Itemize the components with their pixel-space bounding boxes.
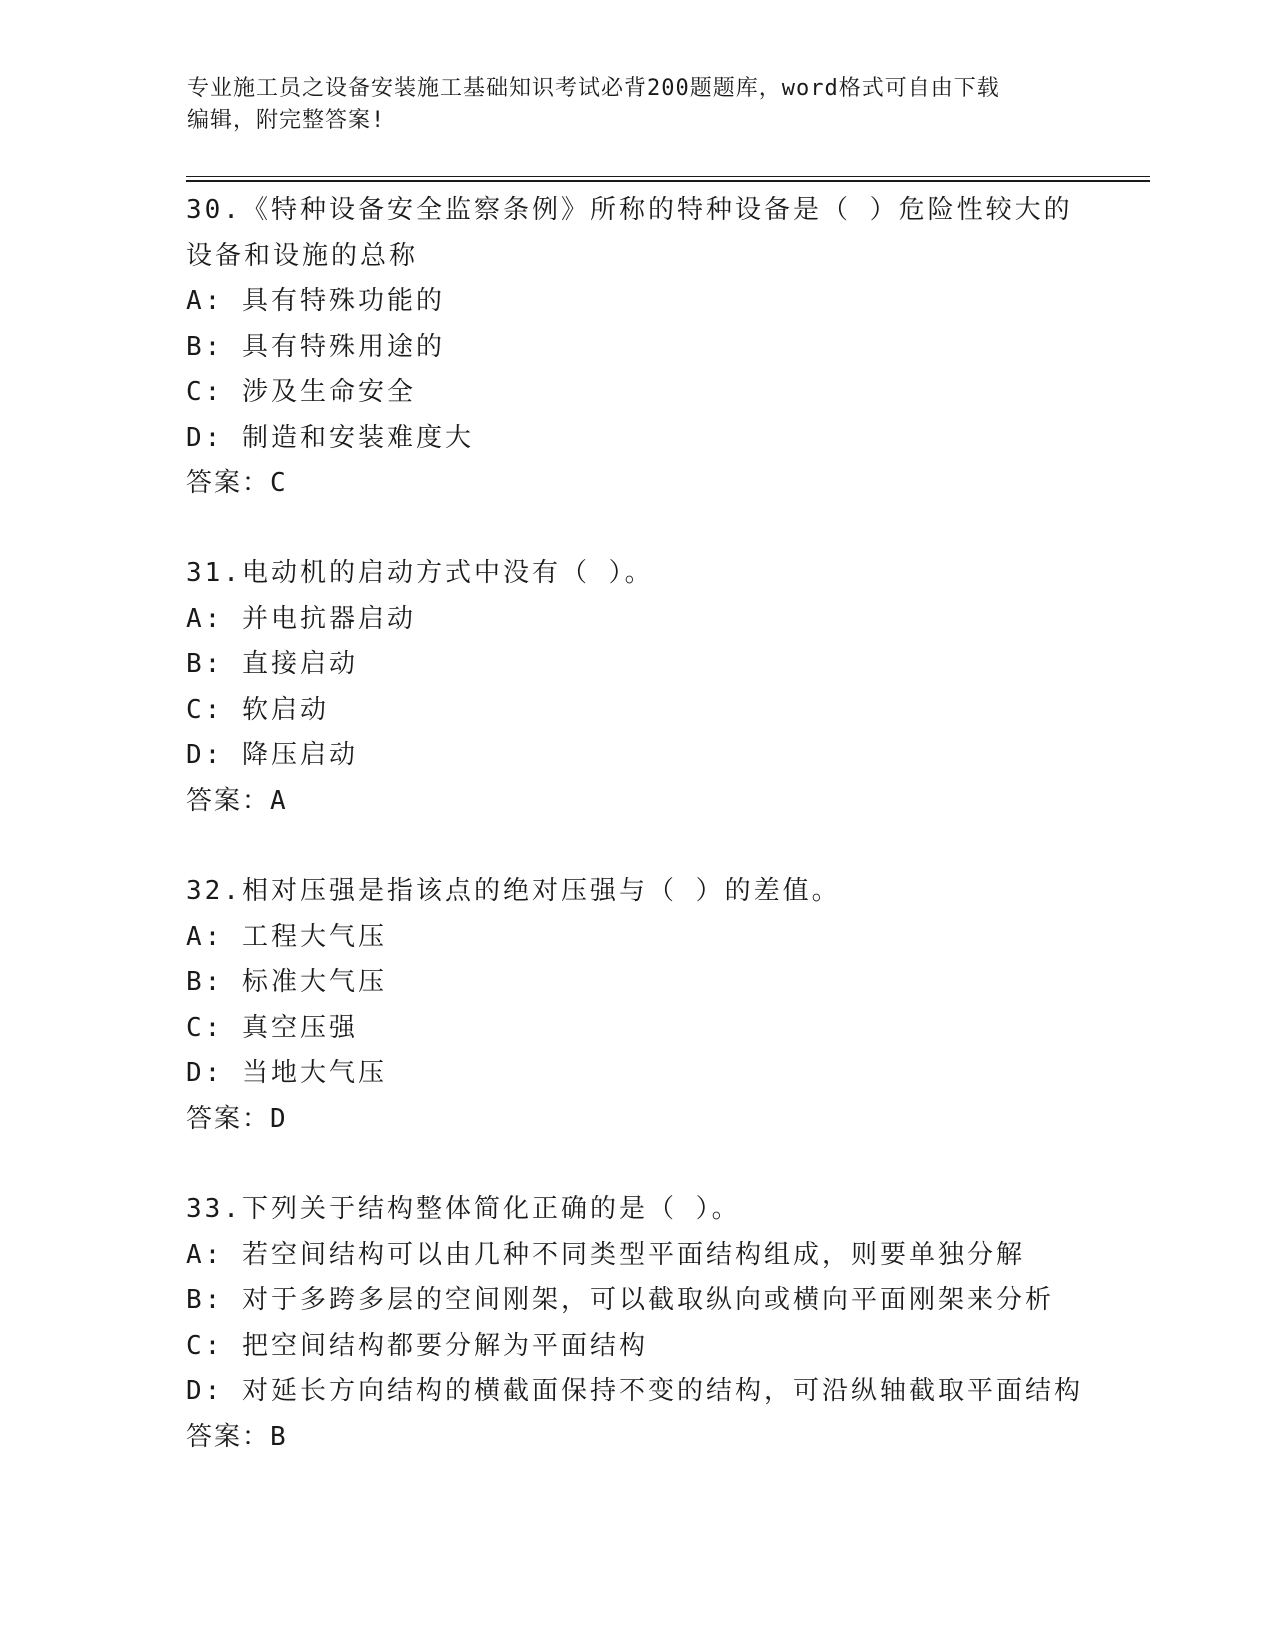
answer: 答案：A: [186, 785, 288, 816]
option-a: A: 并电抗器启动: [186, 603, 416, 634]
header-line-1: 专业施工员之设备安装施工基础知识考试必背200题题库，word格式可自由下载: [187, 76, 1000, 101]
option-a: A: 具有特殊功能的: [186, 286, 445, 316]
answer: 答案：D: [186, 1103, 288, 1134]
option-c: C: 把空间结构都要分解为平面结构: [186, 1330, 648, 1361]
option-d: D: 制造和安装难度大: [186, 422, 474, 453]
option-c: C: 真空压强: [186, 1012, 358, 1043]
answer: 答案：B: [186, 1421, 288, 1452]
question-stem: 31.电动机的启动方式中没有（ ）。: [186, 558, 654, 588]
answer: 答案：C: [186, 468, 288, 498]
option-d: D: 当地大气压: [186, 1058, 387, 1088]
question-stem: 30.《特种设备安全监察条例》所称的特种设备是（ ）危险性较大的: [186, 195, 1073, 225]
header-line-2: 编辑，附完整答案!: [187, 108, 386, 133]
question-stem: 32.相对压强是指该点的绝对压强与（ ）的差值。: [186, 876, 841, 906]
option-b: B: 对于多跨多层的空间刚架，可以截取纵向或横向平面刚架来分析: [186, 1285, 1054, 1315]
document-header: [187, 73, 1067, 137]
option-b: B: 标准大气压: [186, 967, 387, 997]
question-30: [186, 188, 1126, 507]
option-c: C: 涉及生命安全: [186, 377, 416, 407]
question-32: [186, 869, 1126, 1142]
option-a: A: 工程大气压: [186, 921, 387, 952]
option-d: D: 对延长方向结构的横截面保持不变的结构，可沿纵轴截取平面结构: [186, 1376, 1083, 1406]
option-b: B: 具有特殊用途的: [186, 331, 445, 362]
option-a: A: 若空间结构可以由几种不同类型平面结构组成，则要单独分解: [186, 1239, 1025, 1270]
question-stem: 33.下列关于结构整体简化正确的是（ ）。: [186, 1194, 741, 1224]
option-b: B: 直接启动: [186, 649, 358, 679]
question-31: [186, 551, 1126, 824]
header-divider-thick: [186, 180, 1150, 182]
option-c: C: 软启动: [186, 694, 329, 725]
option-d: D: 降压启动: [186, 740, 358, 770]
header-divider-thin: [186, 176, 1150, 177]
question-33: [186, 1187, 1126, 1460]
question-stem-continued: 设备和设施的总称: [186, 240, 419, 271]
